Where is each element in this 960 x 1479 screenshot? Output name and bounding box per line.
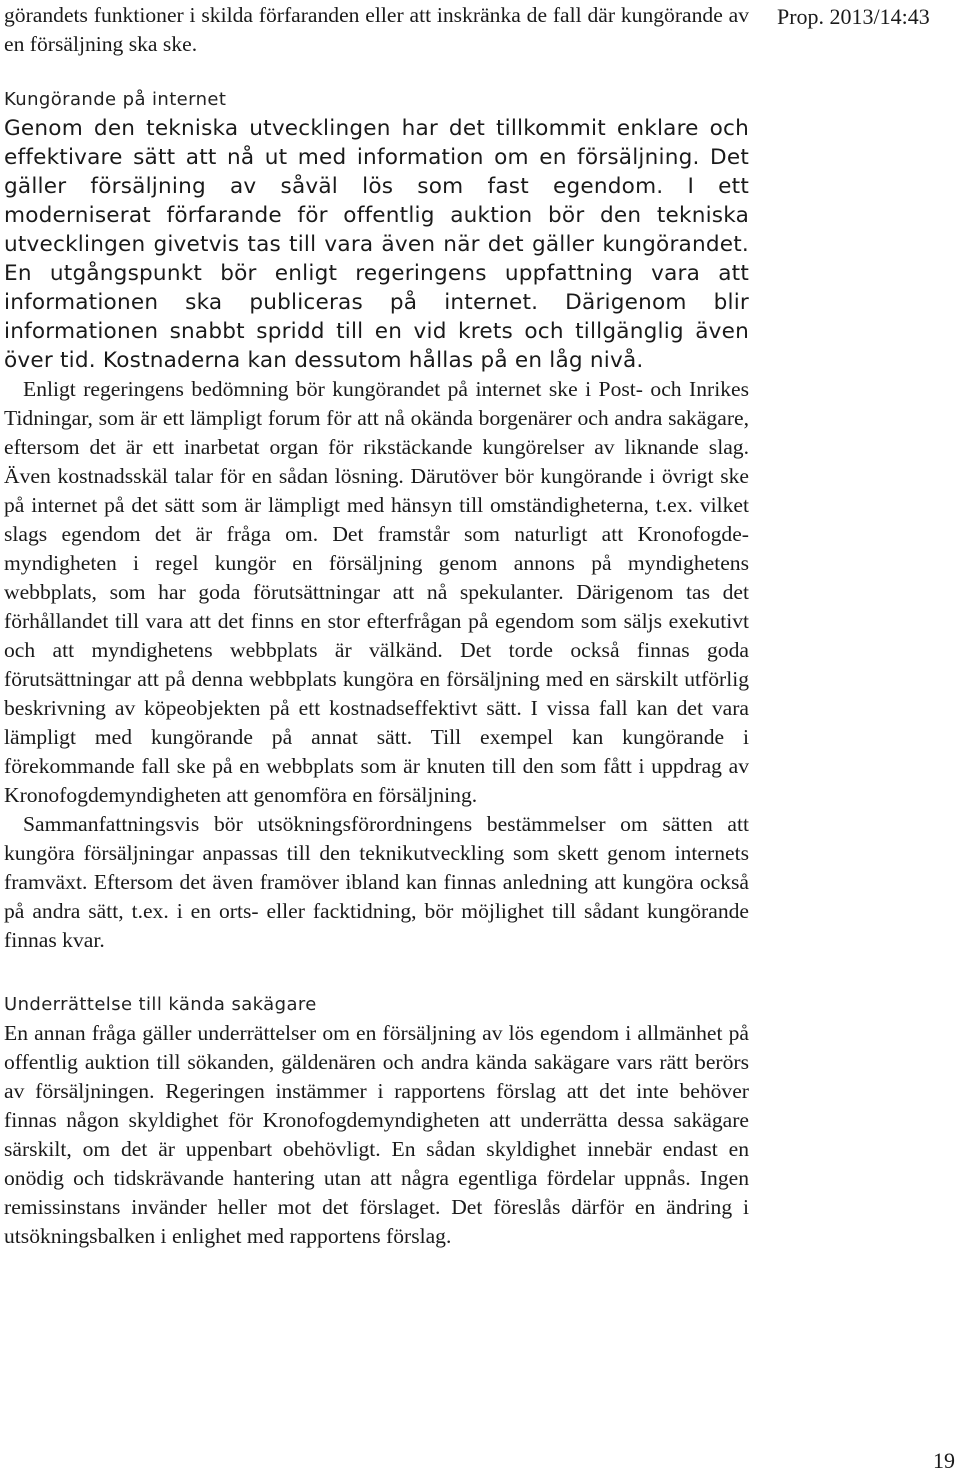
main-text-column <box>4 1 749 1251</box>
section-heading-kungorande: Kungörande på internet <box>4 89 227 110</box>
paragraph-continued: görandets funktioner i skilda förfaranden eller att inskränka de fall där kungörande av en försäljning ska ske. <box>4 3 749 56</box>
paragraph: Enligt regeringens bedömning bör kungörandet på internet ske i Post- och Inrikes Tidningar, som är ett lämpligt forum för att nå okända borgenärer och andra sakägare, eftersom det är ett inarbetat organ för rikstäckande kungörelser av liknande slag. Även kostnadsskäl talar för en sådan lösning. Därutöver bör kungörande i övrigt ske på internet på det sätt som är lämpligt med hänsyn till omständigheterna, t.ex. vilket slags egendom det är fråga om. Det framstår som naturligt att Kronofogdemyndigheten i regel kungör en försäljning genom annons på myndighetens webbplats, som har goda förutsättningar att nå spekulanter. Därigenom tas det förhållandet till vara att det finns en stor efterfrågan på egendom som säljs exekutivt och att myndighetens webbplats är välkänd. Det torde också finnas goda förutsättningar att på denna webbplats kungöra en försäljning med en särskilt utförlig beskrivning av köpeobjekten på ett kostnadseffektivt sätt. I vissa fall kan det vara lämpligt med kungörande på annat sätt. Till exempel kan kungörande i förekommande fall ske på en webbplats som är knuten till den som fått i uppdrag av Kronofogdemyndigheten att genomföra en försäljning. <box>4 377 749 807</box>
section-heading-underrattelse: Underrättelse till kända sakägare <box>4 994 317 1015</box>
paragraph: Genom den tekniska utvecklingen har det tillkommit enklare och effektivare sätt att nå ut med information om en försäljning. Det gäller försäljning av såväl lös som fast egendom. I ett moderniserat förfarande för offentlig auktion bör den tekniska utvecklingen givetvis tas till vara även när det gäller kungörandet. En utgångspunkt bör enligt regeringens uppfattning vara att informationen ska publiceras på internet. Därigenom blir informationen snabbt spridd till en vid krets och tillgänglig även över tid. Kostnaderna kan dessutom hållas på en låg nivå. <box>4 116 749 373</box>
paragraph: En annan fråga gäller underrättelser om en försäljning av lös egendom i allmänhet på offentlig auktion till sökanden, gäldenären och andra kända sakägare vars rätt berörs av försäljningen. Regeringen instämmer i rapportens förslag att det inte behöver finnas någon skyldighet för Kronofogdemyndigheten att underrätta dessa sakägare särskilt, om det är uppenbart obehövligt. En sådan skyldighet innebär endast en onödig och tidskrävande hantering utan att några egentliga fördelar uppnås. Ingen remissinstans invänder heller mot det förslaget. Det föreslås därför en ändring i utsökningsbalken i enlighet med rapportens förslag. <box>4 1021 749 1248</box>
page-number: 19 <box>933 1448 955 1473</box>
paragraph: Sammanfattningsvis bör utsökningsförordningens bestämmelser om sätten att kungöra försäljningar anpassas till den teknikutveckling som skett genom internets framväxt. Eftersom det även framöver ibland kan finnas anledning att kungöra också på andra sätt, t.ex. i en orts- eller facktidning, bör möjlighet till sådant kungörande finnas kvar. <box>4 812 749 952</box>
proposition-reference: Prop. 2013/14:43 <box>777 4 930 29</box>
